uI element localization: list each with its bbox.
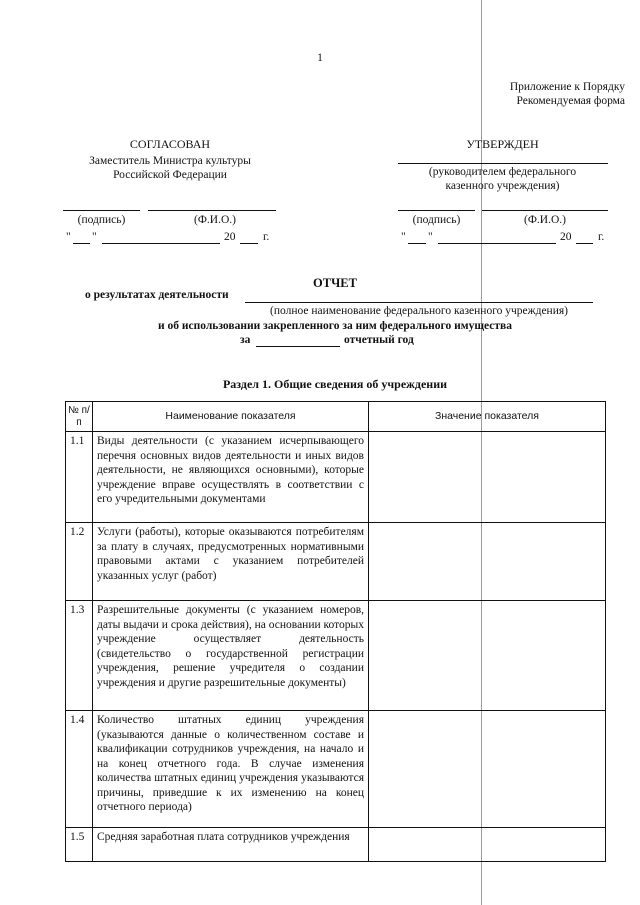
agreed-fio-line	[148, 210, 276, 211]
report-property-line: и об использовании закрепленного за ним федерального имущества	[158, 320, 512, 332]
agreed-block	[60, 137, 280, 181]
report-period-line	[256, 346, 340, 347]
agreed-day-line	[73, 243, 90, 244]
general-info-table	[65, 401, 606, 862]
annex-line-2: Рекомендуемая форма	[516, 95, 625, 107]
approved-hint	[395, 166, 610, 192]
row-indicator-name: Виды деятельности (с указанием исчерпывающего перечня основных видов деятельности и иных видов деятельности, не являющихся основными), которые учреждение вправе осуществлять в соответствии с его учредительными документами	[93, 432, 369, 523]
agreed-fio-label: (Ф.И.О.)	[194, 214, 236, 226]
annex-line-1: Приложение к Порядку	[509, 81, 625, 93]
approved-year-prefix: 20	[560, 231, 572, 243]
row-indicator-value[interactable]	[369, 711, 606, 828]
page-number: 1	[317, 52, 323, 64]
table-row	[66, 523, 606, 601]
agreed-year-line	[240, 243, 258, 244]
row-indicator-name: Разрешительные документы (с указанием номеров, даты выдачи и срока действия), на основании которых учреждение осуществляет деятельность (свидетельство о государственной регистрации учреждения, решение учредителя о создании учреждения и другие разрешительные документы)	[93, 601, 369, 711]
agreed-date-quote-open: "	[66, 231, 71, 243]
report-title: ОТЧЕТ	[313, 276, 357, 290]
table-row	[66, 432, 606, 523]
approved-signature-line	[398, 210, 475, 211]
table-row	[66, 828, 606, 862]
report-institution-hint: (полное наименование федерального казенного учреждения)	[270, 305, 568, 317]
approved-year-line	[576, 243, 593, 244]
agreed-month-line	[102, 243, 220, 244]
row-number: 1.4	[66, 711, 93, 828]
report-subject-label: о результатах деятельности	[85, 289, 229, 301]
agreed-signature-line	[63, 210, 140, 211]
row-indicator-value[interactable]	[369, 523, 606, 601]
agreed-position-line-1: Заместитель Министра культуры	[89, 155, 251, 167]
row-indicator-name: Количество штатных единиц учреждения (указываются данные о количественном составе и квалификации сотрудников учреждения, на начало и на конец отчетного года. В случае изменения количества штатных единиц учреждения указываются причины, приведшие к их изменению на конец отчетного периода)	[93, 711, 369, 828]
agreed-signature-label: (подпись)	[77, 214, 126, 226]
approved-fio-label: (Ф.И.О.)	[524, 214, 566, 226]
row-indicator-name: Услуги (работы), которые оказываются потребителям за плату в случаях, предусмотренных нормативными правовыми актами с указанием потребителей указанных услуг (работ)	[93, 523, 369, 601]
approved-hint-line-2: казенного учреждения)	[445, 180, 560, 192]
header-number: № п/п	[66, 402, 93, 432]
row-indicator-name: Средняя заработная плата сотрудников учреждения	[93, 828, 369, 862]
report-period-suffix: отчетный год	[344, 334, 414, 346]
table-header-row	[66, 402, 606, 432]
approved-date-quote-close: "	[428, 231, 433, 243]
agreed-position-line-2: Российской Федерации	[113, 169, 227, 181]
approved-day-line	[408, 243, 426, 244]
table-row	[66, 711, 606, 828]
agreed-date-quote-close: "	[92, 231, 97, 243]
approved-title: УТВЕРЖДЕН	[466, 137, 539, 151]
approved-signature-label: (подпись)	[412, 214, 461, 226]
report-period-prefix: за	[240, 334, 251, 346]
row-indicator-value[interactable]	[369, 601, 606, 711]
row-number: 1.2	[66, 523, 93, 601]
section-title: Раздел 1. Общие сведения об учреждении	[222, 377, 448, 391]
approved-year-suffix: г.	[598, 231, 605, 243]
report-institution-line	[245, 302, 593, 303]
annex-block	[485, 81, 625, 107]
header-indicator-name: Наименование показателя	[93, 402, 369, 432]
row-indicator-value[interactable]	[369, 828, 606, 862]
header-indicator-value: Значение показателя	[369, 402, 606, 432]
row-indicator-value[interactable]	[369, 432, 606, 523]
table-row	[66, 601, 606, 711]
row-number: 1.3	[66, 601, 93, 711]
agreed-year-suffix: г.	[263, 231, 270, 243]
agreed-year-prefix: 20	[224, 231, 236, 243]
approved-position-line	[398, 163, 608, 164]
approved-date-quote-open: "	[401, 231, 406, 243]
approved-month-line	[438, 243, 556, 244]
row-number: 1.1	[66, 432, 93, 523]
agreed-title: СОГЛАСОВАН	[129, 137, 211, 151]
approved-fio-line	[482, 210, 608, 211]
row-number: 1.5	[66, 828, 93, 862]
approved-hint-line-1: (руководителем федерального	[428, 166, 577, 178]
approved-block	[395, 137, 610, 152]
